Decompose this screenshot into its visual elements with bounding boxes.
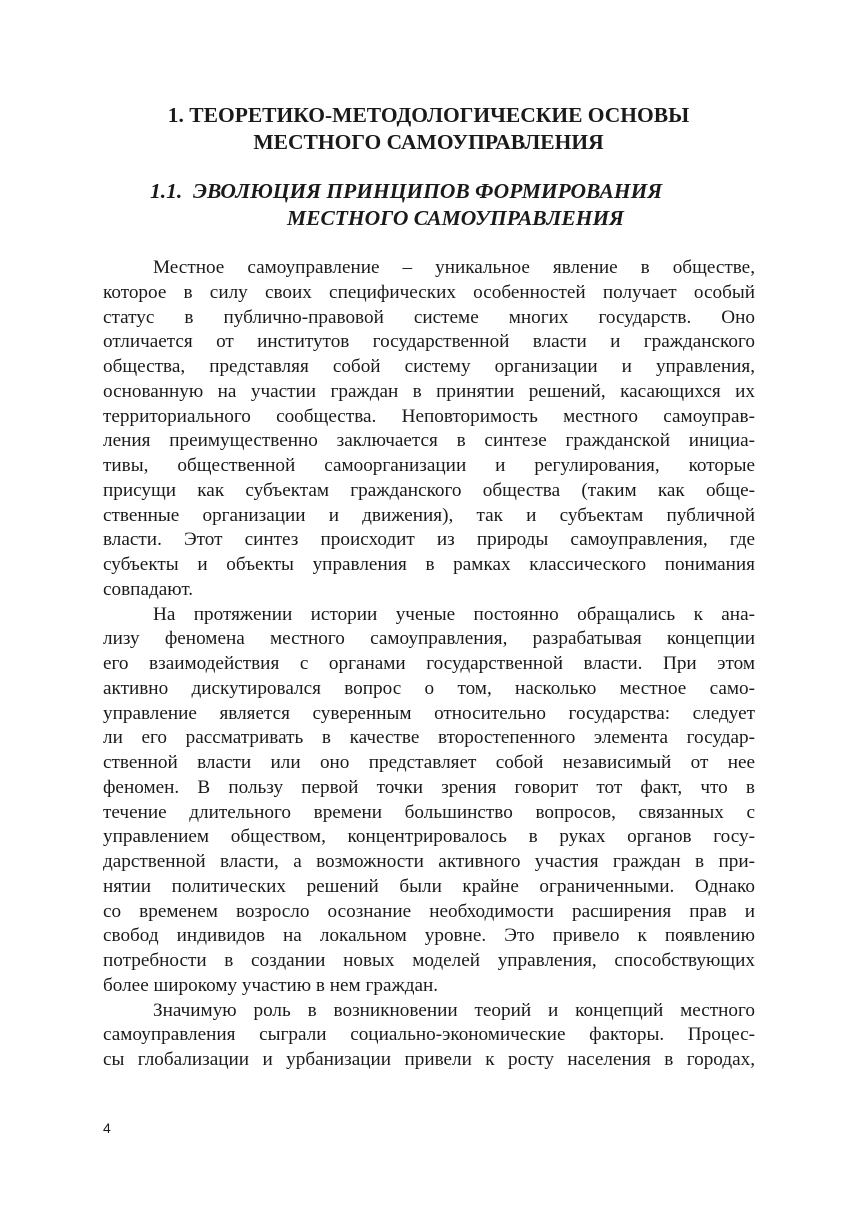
section-title-line-1: 1.1. ЭВОЛЮЦИЯ ПРИНЦИПОВ ФОРМИРОВАНИЯ: [150, 179, 663, 203]
paragraph-line: ственной власти или оно представляет собой независимый от нее: [103, 752, 755, 773]
paragraph-line: самоуправления сыграли социально-экономические факторы. Процес-: [103, 1024, 755, 1046]
paragraph-line: субъекты и объекты управления в рамках классического понимания: [103, 554, 755, 575]
paragraph-line: которое в силу своих специфических особенностей получает особый: [103, 281, 755, 303]
paragraph-line: тивы, общественной самоорганизации и регулирования, которые: [103, 455, 755, 476]
paragraph-line: Местное самоуправление – уникальное явление в обществе,: [153, 257, 755, 278]
chapter-title-line-1: 1. ТЕОРЕТИКО-МЕТОДОЛОГИЧЕСКИЕ ОСНОВЫ: [167, 103, 690, 127]
paragraph-line: управление является суверенным относительно государства: следует: [103, 702, 755, 724]
paragraph-line: Значимую роль в возникновении теорий и концепций местного: [153, 999, 755, 1021]
chapter-title: [100, 102, 757, 156]
paragraph-line: лизу феномена местного самоуправления, разрабатывая концепции: [103, 628, 755, 650]
paragraph-line: нятии политических решений были крайне ограниченными. Однако: [103, 875, 755, 897]
paragraph: [103, 999, 755, 1073]
paragraph-line: ления преимущественно заключается в синтезе гражданской инициа-: [103, 430, 755, 452]
paragraph: [103, 256, 755, 603]
paragraph-line: совпадают.: [103, 578, 194, 600]
paragraph-line: На протяжении истории ученые постоянно обращались к ана-: [153, 603, 755, 625]
paragraph-line: отличается от институтов государственной власти и гражданского: [103, 331, 755, 353]
paragraph-line: власти. Этот синтез происходит из природы самоуправления, где: [103, 529, 755, 551]
paragraph-line: течение длительного времени большинство вопросов, связанных с: [103, 801, 755, 823]
paragraph-line: общества, представляя собой систему организации и управления,: [103, 356, 755, 377]
paragraph: [103, 603, 755, 999]
paragraph-line: со временем возросло осознание необходимости расширения прав и: [103, 900, 755, 922]
paragraph-line: ли его рассматривать в качестве второстепенного элемента государ-: [103, 727, 755, 749]
paragraph-line: феномен. В пользу первой точки зрения говорит тот факт, что в: [103, 776, 755, 798]
paragraph-line: территориального сообщества. Неповторимость местного самоуправ-: [103, 405, 755, 427]
paragraph-line: сы глобализации и урбанизации привели к росту населения в городах,: [103, 1049, 755, 1070]
section-title-line-2: МЕСТНОГО САМОУПРАВЛЕНИЯ: [287, 206, 624, 230]
paragraph-line: его взаимодействия с органами государственной власти. При этом: [103, 653, 755, 674]
page-number: 4: [103, 1120, 111, 1136]
section-title: [100, 178, 757, 232]
chapter-title-line-2: МЕСТНОГО САМОУПРАВЛЕНИЯ: [253, 130, 604, 154]
paragraph-line: дарственной власти, а возможности активного участия граждан в при-: [103, 851, 755, 872]
body-text: [103, 256, 755, 1073]
paragraph-line: активно дискутировался вопрос о том, насколько местное само-: [103, 677, 755, 699]
paragraph-line: основанную на участии граждан в принятии решений, касающихся их: [103, 380, 755, 402]
paragraph-line: свобод индивидов на локальном уровне. Это привело к появлению: [103, 925, 755, 947]
paragraph-line: потребности в создании новых моделей управления, способствующих: [103, 950, 755, 971]
paragraph-line: ственные организации и движения), так и субъектам публичной: [103, 504, 755, 526]
paragraph-line: присущи как субъектам гражданского общества (таким как обще-: [103, 479, 755, 501]
paragraph-line: управлением обществом, концентрировалось в руках органов госу-: [103, 826, 755, 848]
paragraph-line: более широкому участию в нем граждан.: [103, 974, 439, 996]
paragraph-line: статус в публично-правовой системе многих государств. Оно: [103, 306, 755, 328]
